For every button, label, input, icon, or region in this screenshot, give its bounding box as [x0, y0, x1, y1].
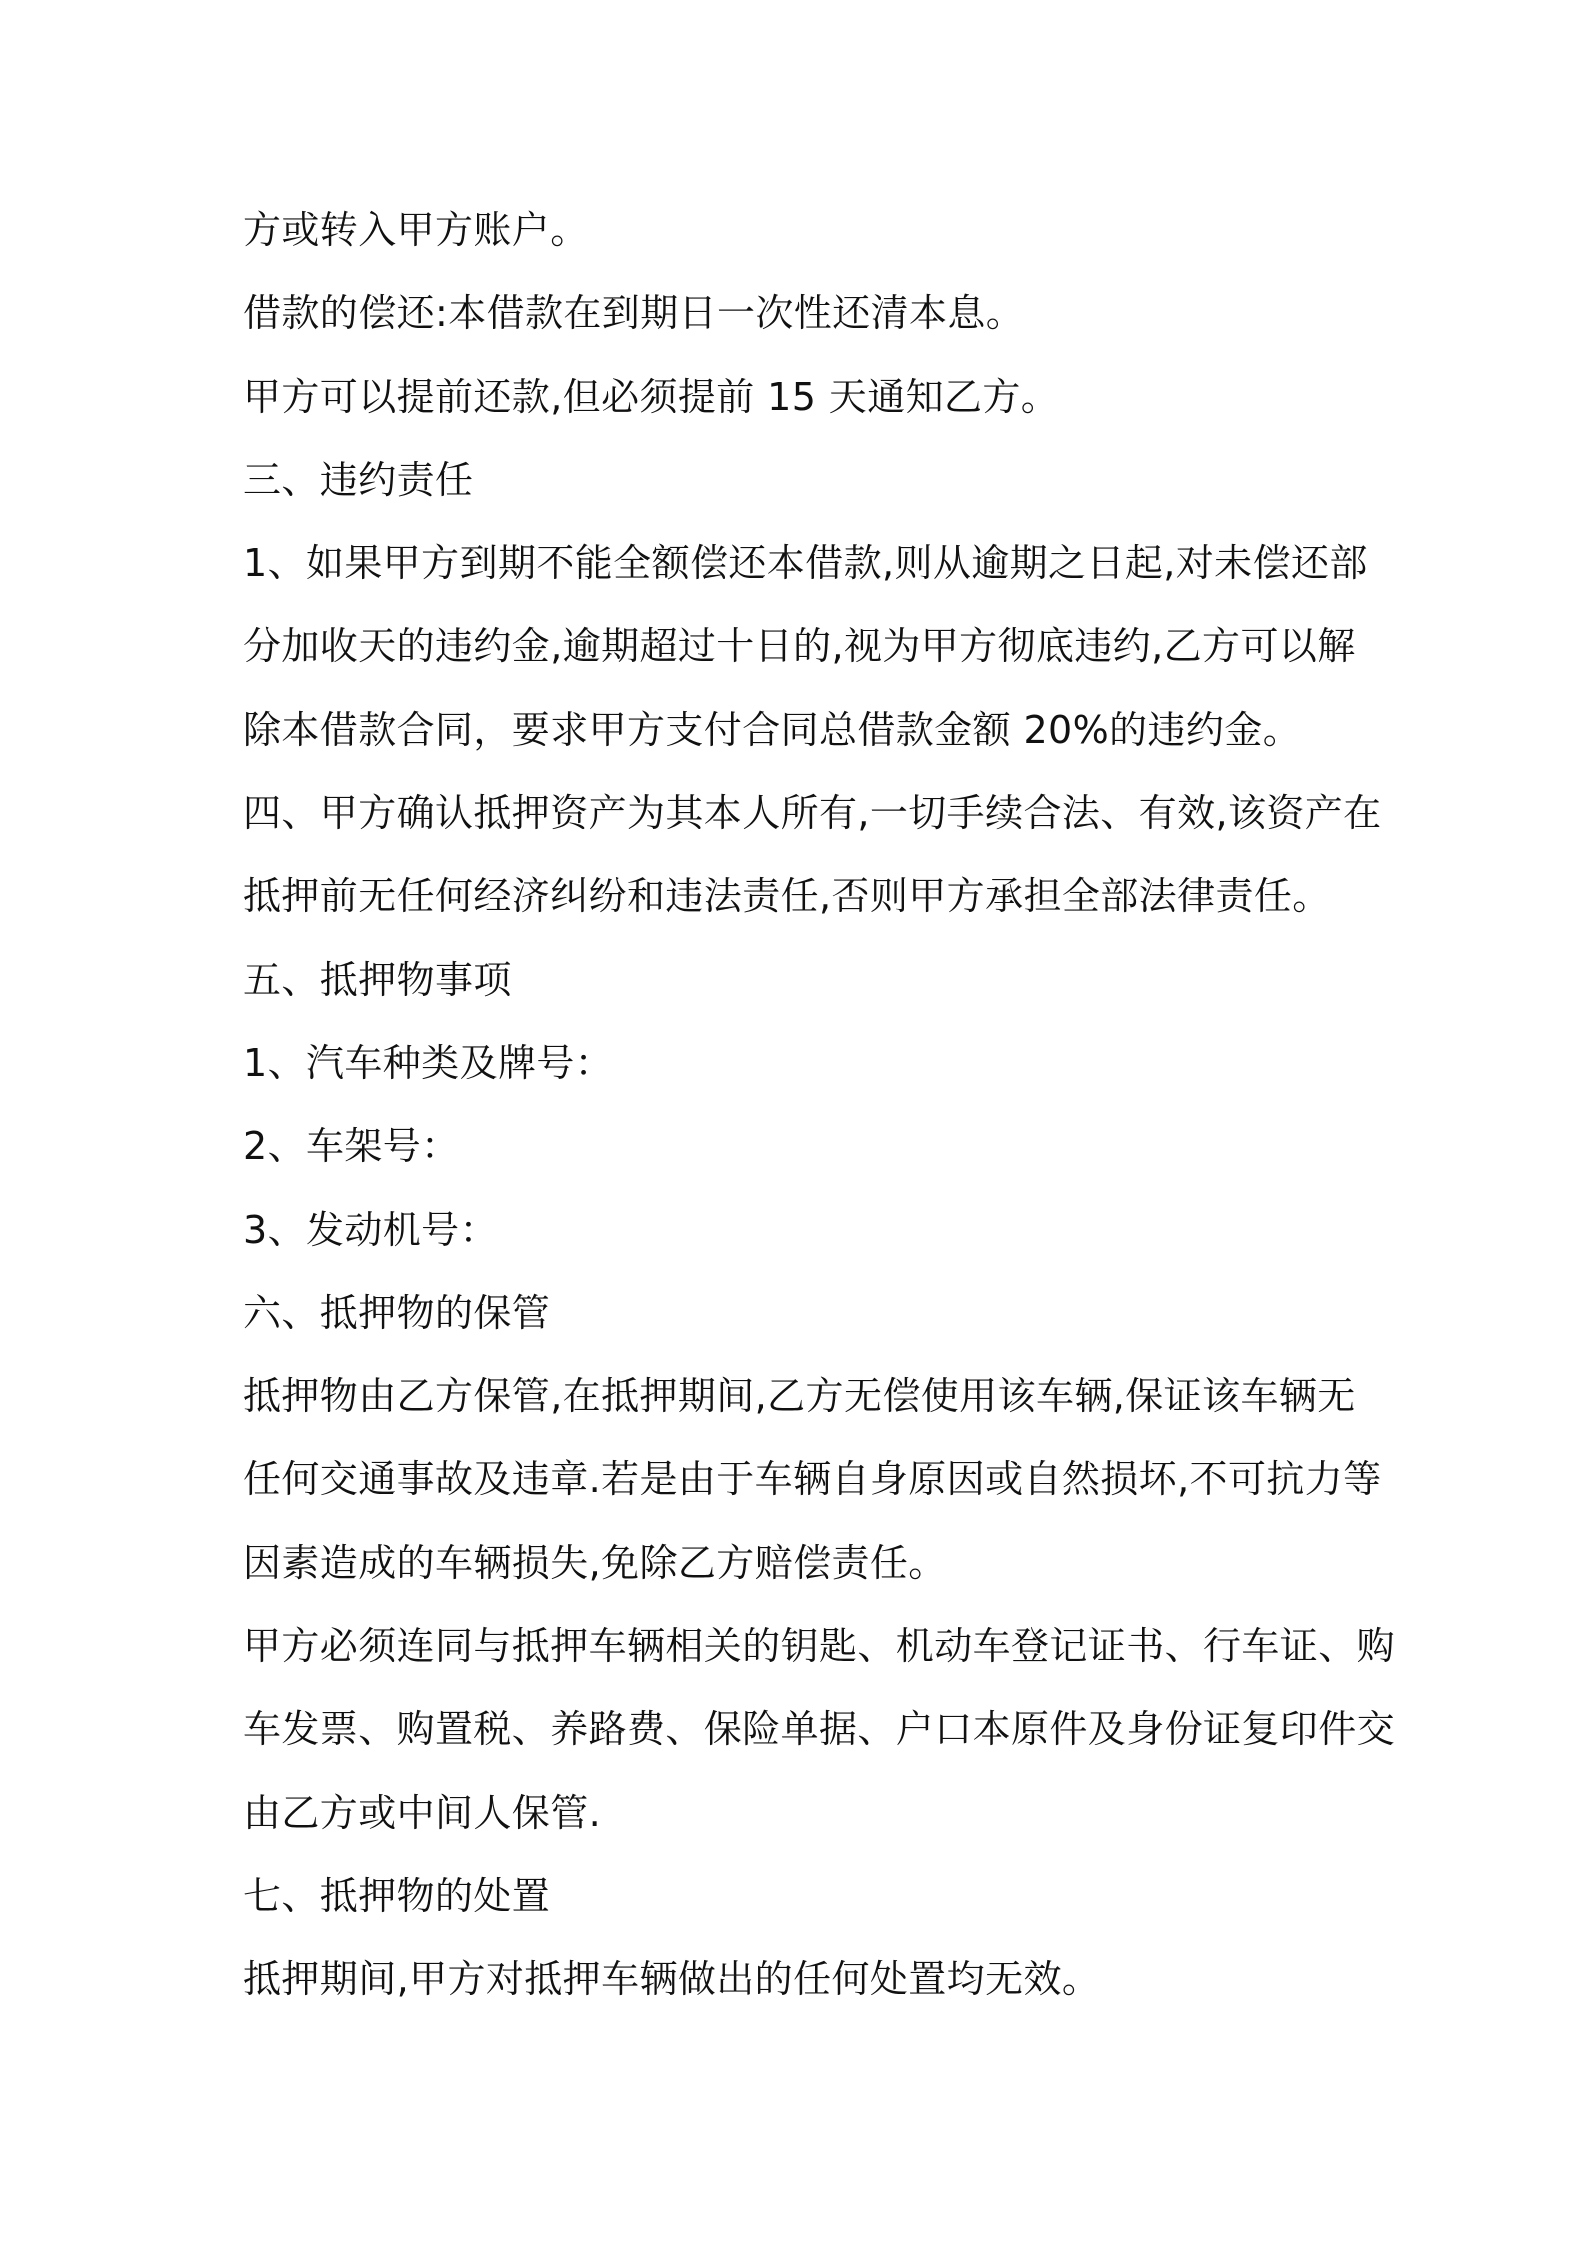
section-heading: 五、抵押物事项: [243, 957, 512, 1002]
paragraph-line: 抵押物由乙方保管,在抵押期间,乙方无偿使用该车辆,保证该车辆无: [243, 1374, 1356, 1419]
section-heading: 七、抵押物的处置: [243, 1873, 551, 1918]
paragraph-line: 由乙方或中间人保管.: [243, 1790, 602, 1835]
paragraph-line: 抵押前无任何经济纠纷和违法责任,否则甲方承担全部法律责任。: [243, 874, 1331, 919]
list-item: 2、车架号：: [243, 1124, 460, 1169]
paragraph-line: 借款的偿还:本借款在到期日一次性还清本息。: [243, 291, 1025, 336]
document-body: [243, 198, 1396, 2031]
paragraph-line: 方或转入甲方账户。: [243, 208, 589, 252]
section-heading: 六、抵押物的保管: [243, 1290, 551, 1335]
paragraph-line: 甲方必须连同与抵押车辆相关的钥匙、机动车登记证书、行车证、购: [243, 1624, 1396, 1669]
paragraph-line: 1、如果甲方到期不能全额偿还本借款,则从逾期之日起,对未偿还部: [243, 541, 1368, 586]
paragraph-line: 除本借款合同，要求甲方支付合同总借款金额 20%的违约金。: [243, 707, 1302, 752]
paragraph-line: 因素造成的车辆损失,免除乙方赔偿责任。: [243, 1540, 947, 1585]
paragraph-line: 车发票、购置税、养路费、保险单据、户口本原件及身份证复印件交: [243, 1707, 1396, 1752]
paragraph-line: 分加收天的违约金,逾期超过十日的,视为甲方彻底违约,乙方可以解: [243, 624, 1356, 669]
list-item: 3、发动机号：: [243, 1207, 498, 1252]
section-heading: 三、违约责任: [243, 457, 474, 502]
paragraph-line: 任何交通事故及违章.若是由于车辆自身原因或自然损坏,不可抗力等: [243, 1457, 1382, 1502]
paragraph-line: 抵押期间,甲方对抵押车辆做出的任何处置均无效。: [243, 1957, 1101, 2002]
paragraph-line: 四、甲方确认抵押资产为其本人所有,一切手续合法、有效,该资产在: [243, 791, 1382, 836]
paragraph-line: 甲方可以提前还款,但必须提前 15 天通知乙方。: [243, 374, 1060, 419]
list-item: 1、汽车种类及牌号：: [243, 1040, 614, 1085]
